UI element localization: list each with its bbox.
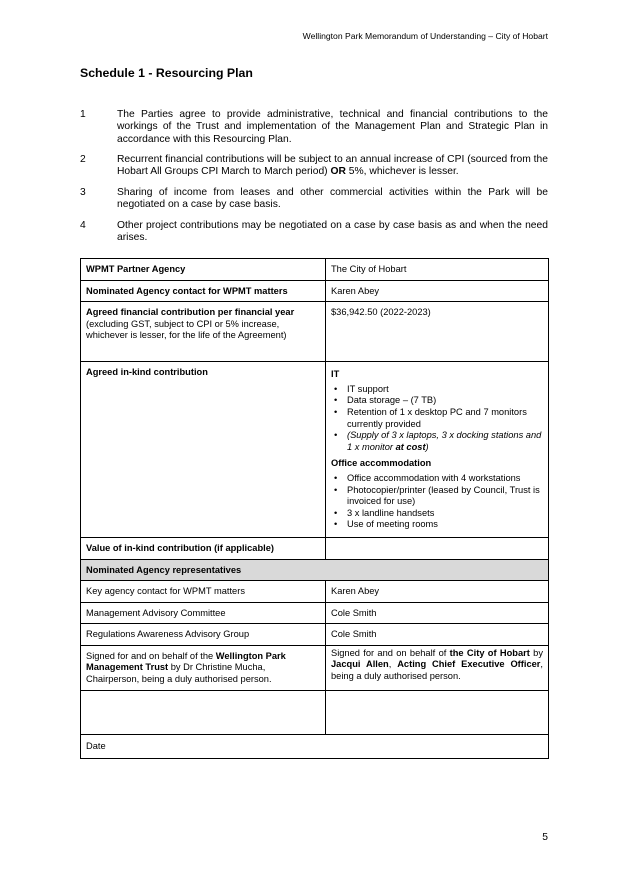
representatives-heading: Nominated Agency representatives	[81, 559, 549, 581]
financial-contribution-label: Agreed financial contribution per financial year (excluding GST, subject to CPI or 5% increase, whichever is lesser, for the life of the Agreement)	[81, 302, 326, 362]
agency-contact-label: Nominated Agency contact for WPMT matters	[81, 280, 326, 302]
list-item: • Office accommodation with 4 workstations	[347, 473, 543, 485]
it-heading: IT	[331, 369, 340, 380]
list-item: • (Supply of 3 x laptops, 3 x docking stations and 1 x monitor at cost)	[347, 430, 543, 453]
table-row	[81, 302, 549, 362]
list-item: • 3 x landline handsets	[347, 508, 543, 520]
rep-name: Cole Smith	[326, 602, 549, 624]
rep-name: Cole Smith	[326, 624, 549, 646]
page-title: Schedule 1 - Resourcing Plan	[80, 66, 253, 80]
list-item: • Retention of 1 x desktop PC and 7 monitors currently provided	[347, 407, 543, 430]
paragraph-text: Recurrent financial contributions will be subject to an annual increase of CPI (sourced from the Hobart All Groups CPI March to March period) OR 5%, whichever is lesser.	[117, 154, 548, 178]
page-number: 5	[542, 832, 548, 843]
partner-agency-label: WPMT Partner Agency	[81, 259, 326, 281]
partner-agency-value: The City of Hobart	[326, 259, 549, 281]
list-item: • IT support	[347, 384, 543, 396]
list-item: • Data storage – (7 TB)	[347, 395, 543, 407]
list-item: • Use of meeting rooms	[347, 519, 543, 531]
paragraph-number: 3	[80, 187, 86, 198]
paragraph-2	[80, 154, 548, 179]
table-row	[81, 559, 549, 581]
table-row	[81, 537, 549, 559]
paragraph-number: 4	[80, 220, 86, 231]
table-row	[81, 602, 549, 624]
paragraph-1	[80, 109, 548, 146]
inkind-value-label: Value of in-kind contribution (if applicable)	[81, 537, 326, 559]
office-heading: Office accommodation	[331, 458, 432, 469]
paragraph-text: The Parties agree to provide administrative, technical and financial contributions to the workings of the Trust and implementation of the Management Plan and Strategic Plan in accordance with this Resourcing Plan.	[117, 109, 548, 145]
inkind-contribution-label: Agreed in-kind contribution	[81, 362, 326, 538]
signature-space-trust	[81, 690, 326, 734]
it-list	[331, 384, 543, 454]
rep-role: Regulations Awareness Advisory Group	[81, 624, 326, 646]
table-row	[81, 362, 549, 538]
table-row	[81, 690, 549, 734]
paragraph-number: 1	[80, 109, 86, 120]
signature-block-trust: Signed for and on behalf of the Wellington Park Management Trust by Dr Christine Mucha, Chairperson, being a duly authorised person.	[81, 645, 326, 690]
rep-name: Karen Abey	[326, 581, 549, 603]
paragraph-text: Sharing of income from leases and other commercial activities within the Park will be negotiated on a case by case basis.	[117, 187, 548, 211]
paragraph-3	[80, 187, 548, 212]
table-row	[81, 280, 549, 302]
agency-contact-value: Karen Abey	[326, 280, 549, 302]
paragraph-number: 2	[80, 154, 86, 165]
table-row	[81, 734, 549, 759]
rep-role: Management Advisory Committee	[81, 602, 326, 624]
financial-contribution-value: $36,942.50 (2022-2023)	[326, 302, 549, 362]
date-field: Date	[81, 734, 549, 759]
signature-block-city: Signed for and on behalf of the City of Hobart by Jacqui Allen, Acting Chief Executive Officer, being a duly authorised person.	[326, 645, 549, 690]
table-row	[81, 259, 549, 281]
table-row	[81, 581, 549, 603]
paragraph-4	[80, 220, 548, 245]
rep-role: Key agency contact for WPMT matters	[81, 581, 326, 603]
inkind-contribution-value	[326, 362, 549, 538]
inkind-value-value	[326, 537, 549, 559]
paragraph-text: Other project contributions may be negotiated on a case by case basis as and when the need arises.	[117, 220, 548, 244]
office-list	[331, 473, 543, 531]
list-item: • Photocopier/printer (leased by Council, Trust is invoiced for use)	[347, 485, 543, 508]
table-row	[81, 624, 549, 646]
running-header: Wellington Park Memorandum of Understanding – City of Hobart	[302, 31, 548, 41]
resourcing-table	[80, 258, 549, 759]
signature-space-city	[326, 690, 549, 734]
table-row	[81, 645, 549, 690]
